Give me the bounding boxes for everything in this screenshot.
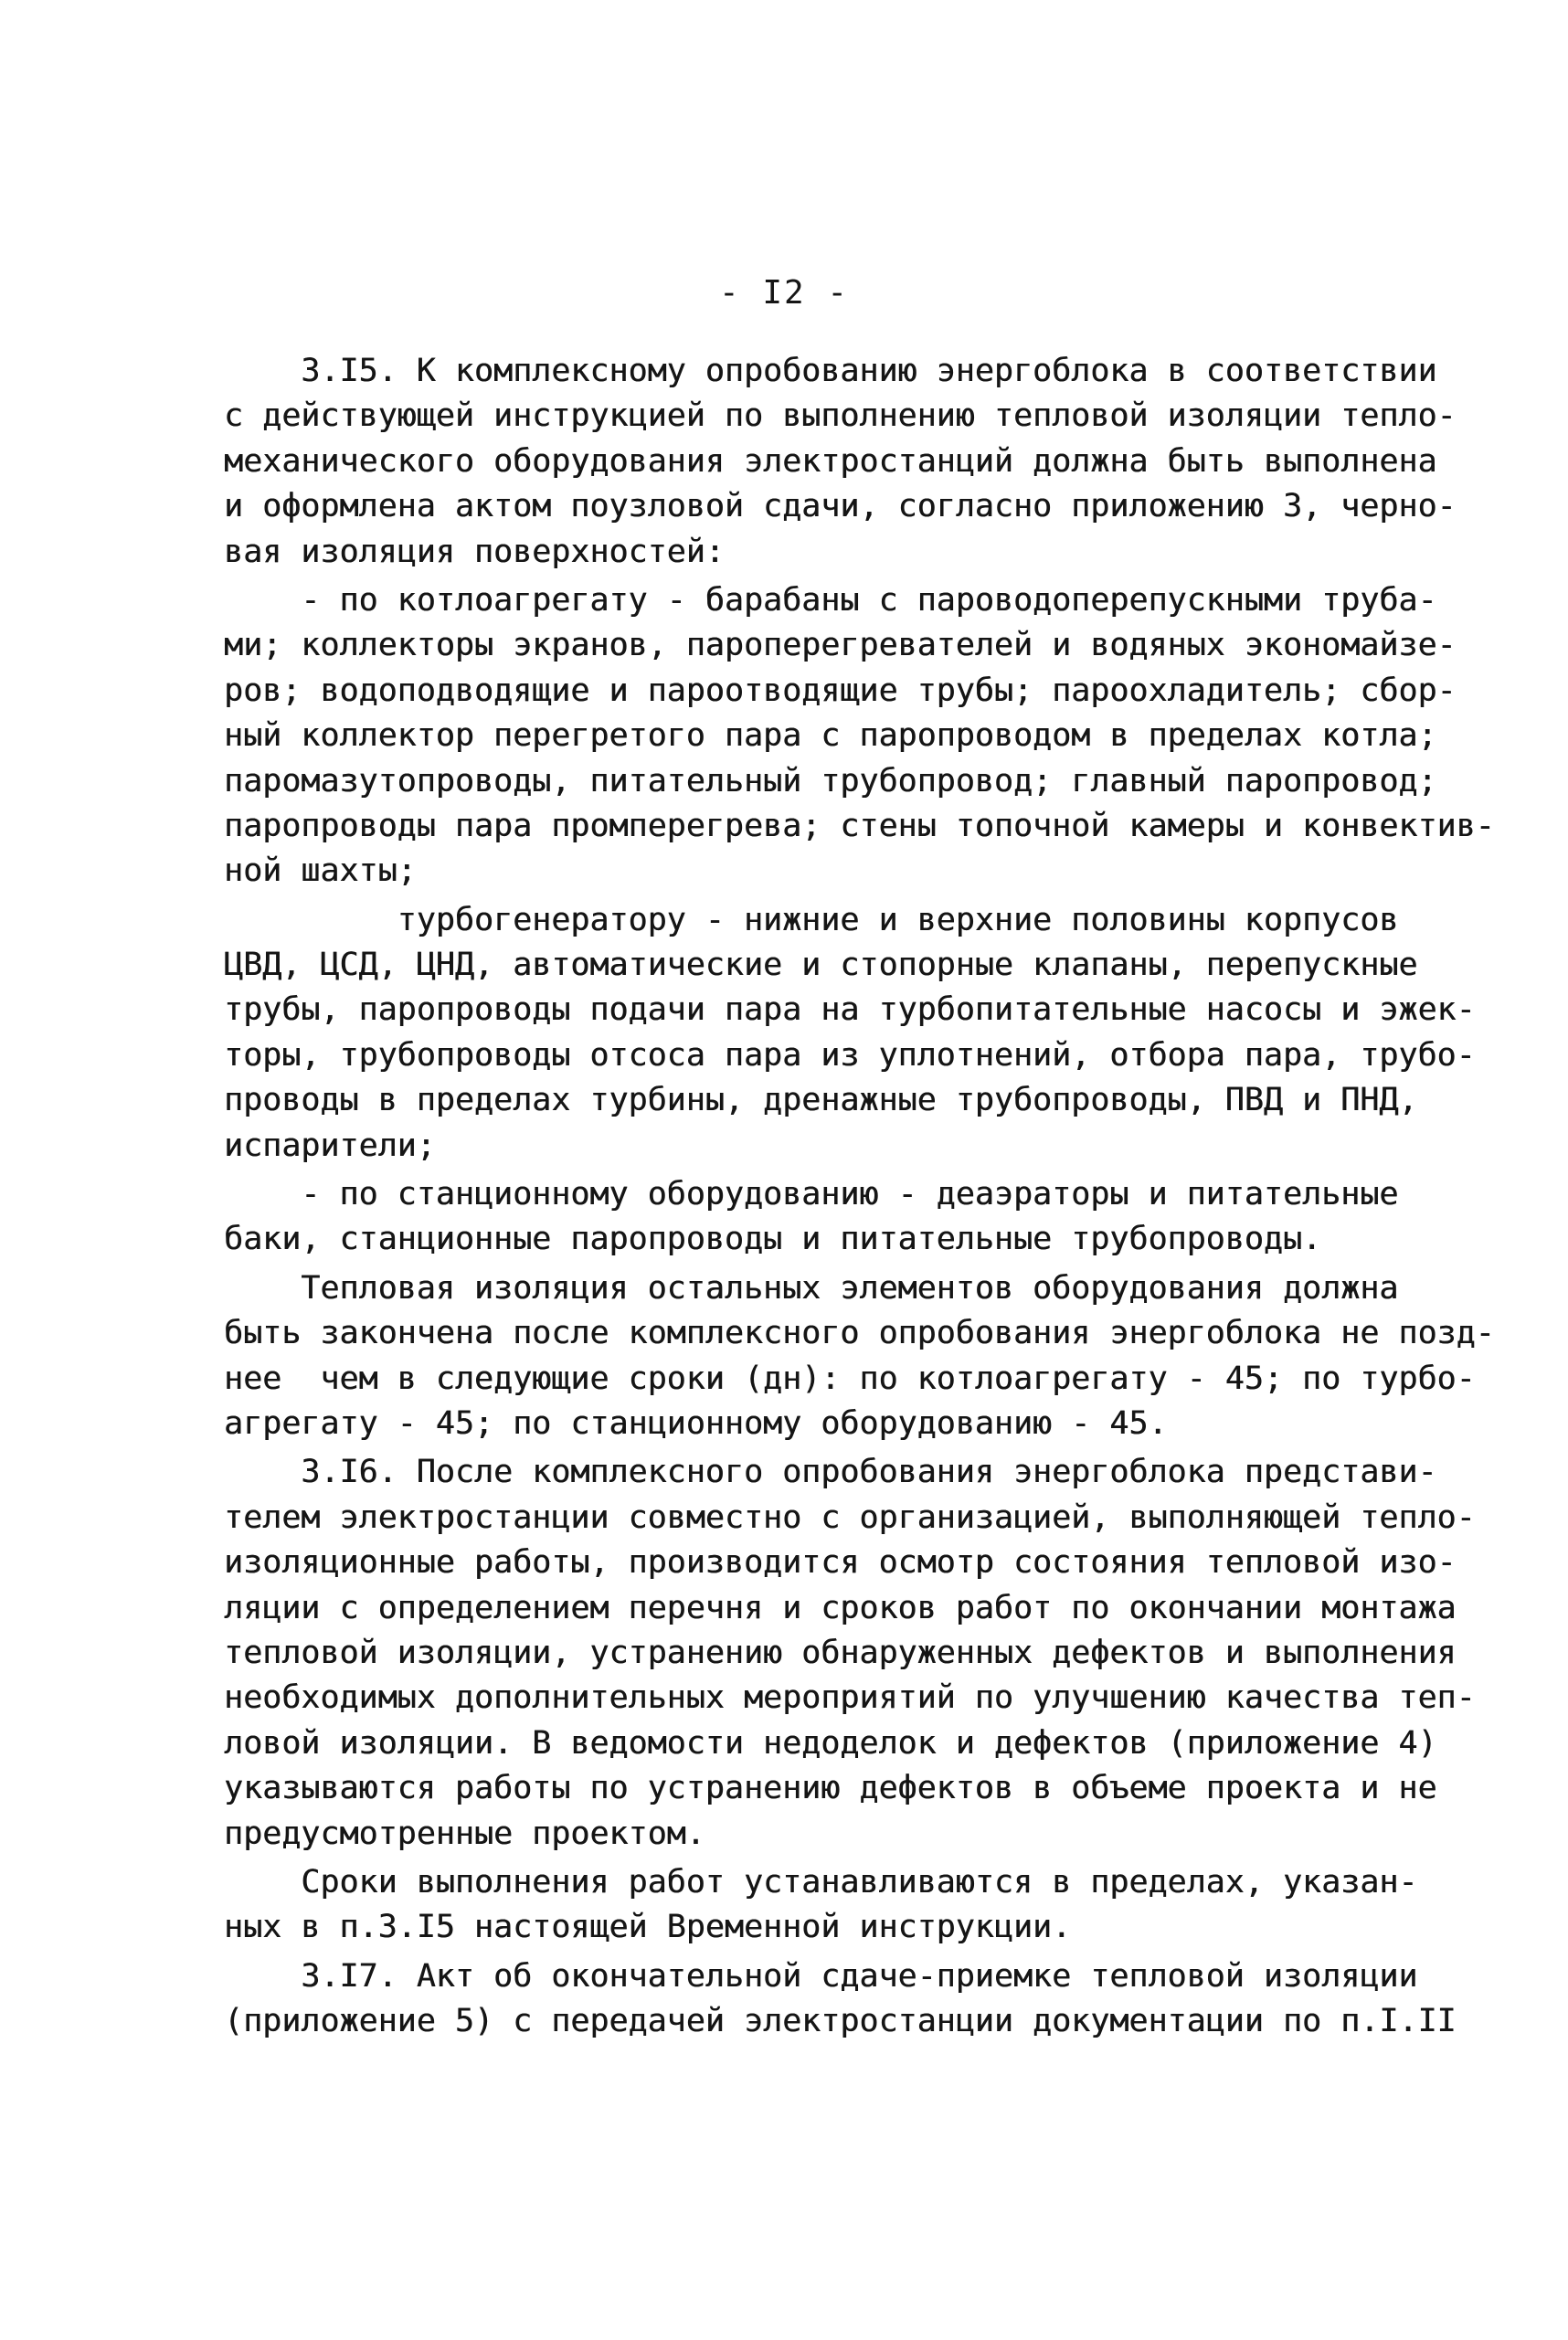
text-line: предусмотренные проектом. (224, 1815, 705, 1852)
text-line: проводы в пределах турбины, дренажные трубопроводы, ПВД и ПНД, (224, 1082, 1418, 1119)
text-line: трубы, паропроводы подачи пара на турбопитательные насосы и эжек- (224, 991, 1476, 1029)
text-line: ных в п.3.I5 настоящей Временной инструкции. (224, 1909, 1072, 1946)
text-line: паропроводы пара промперегрева; стены топочной камеры и конвектив- (224, 807, 1495, 844)
page-number: - I2 - (718, 274, 850, 312)
text-line: 3.I6. После комплексного опробования энергоблока представи- (224, 1454, 1437, 1491)
text-line: Тепловая изоляция остальных элементов оборудования должна (224, 1269, 1399, 1307)
text-line: ми; коллекторы экранов, пароперегревателей и водяных экономайзе- (224, 627, 1457, 664)
text-line: необходимых дополнительных мероприятий по улучшению качества теп- (224, 1679, 1476, 1717)
text-line: агрегату - 45; по станционному оборудованию - 45. (224, 1404, 1168, 1442)
text-line: и оформлена актом поузловой сдачи, согласно приложению 3, черно- (224, 488, 1457, 525)
text-line: нее чем в следующие сроки (дн): по котлоагрегату - 45; по турбо- (224, 1360, 1476, 1397)
text-line: указываются работы по устранению дефектов в объеме проекта и не (224, 1770, 1437, 1807)
body-text (224, 349, 1495, 2044)
text-line: Сроки выполнения работ устанавливаются в пределах, указан- (224, 1863, 1418, 1901)
text-line: ров; водоподводящие и пароотводящие трубы; пароохладитель; сбор- (224, 672, 1457, 709)
text-line: телем электростанции совместно с организацией, выполняющей тепло- (224, 1498, 1476, 1536)
text-line: ляции с определением перечня и сроков работ по окончании монтажа (224, 1589, 1457, 1626)
text-line: быть закончена после комплексного опробования энергоблока не позд- (224, 1315, 1495, 1352)
text-line: ловой изоляции. В ведомости недоделок и дефектов (приложение 4) (224, 1724, 1437, 1762)
text-line: 3.I7. Акт об окончательной сдаче-приемке тепловой изоляции (224, 1957, 1418, 1995)
text-line: испарители; (224, 1127, 436, 1164)
text-line: ной шахты; (224, 852, 417, 890)
text-line: (приложение 5) с передачей электростанции документации по п.I.II (224, 2003, 1457, 2040)
text-line: 3.I5. К комплексному опробованию энергоблока в соответствии (224, 353, 1437, 389)
text-line: с действующей инструкцией по выполнению тепловой изоляции тепло- (224, 397, 1457, 435)
text-line: вая изоляция поверхностей: (224, 533, 725, 570)
text-line: паромазутопроводы, питательный трубопровод; главный паропровод; (224, 762, 1437, 799)
text-line: тепловой изоляции, устранению обнаруженных дефектов и выполнения (224, 1634, 1457, 1671)
text-line: баки, станционные паропроводы и питательные трубопроводы. (224, 1221, 1322, 1258)
text-line: турбогенератору - нижние и верхние половины корпусов (224, 901, 1399, 938)
text-line: механического оборудования электростанций должна быть выполнена (224, 442, 1437, 480)
text-line: ный коллектор перегретого пара с паропроводом в пределах котла; (224, 717, 1437, 755)
text-line: торы, трубопроводы отсоса пара из уплотнений, отбора пара, трубо- (224, 1036, 1476, 1074)
text-line: - по станционному оборудованию - деаэраторы и питательные (224, 1176, 1399, 1213)
text-line: - по котлоагрегату - барабаны с пароводоперепускными труба- (224, 581, 1437, 619)
text-line: ЦВД, ЦСД, ЦНД, автоматические и стопорные клапаны, перепускные (224, 947, 1418, 984)
text-line: изоляционные работы, производится осмотр состояния тепловой изо- (224, 1544, 1457, 1582)
